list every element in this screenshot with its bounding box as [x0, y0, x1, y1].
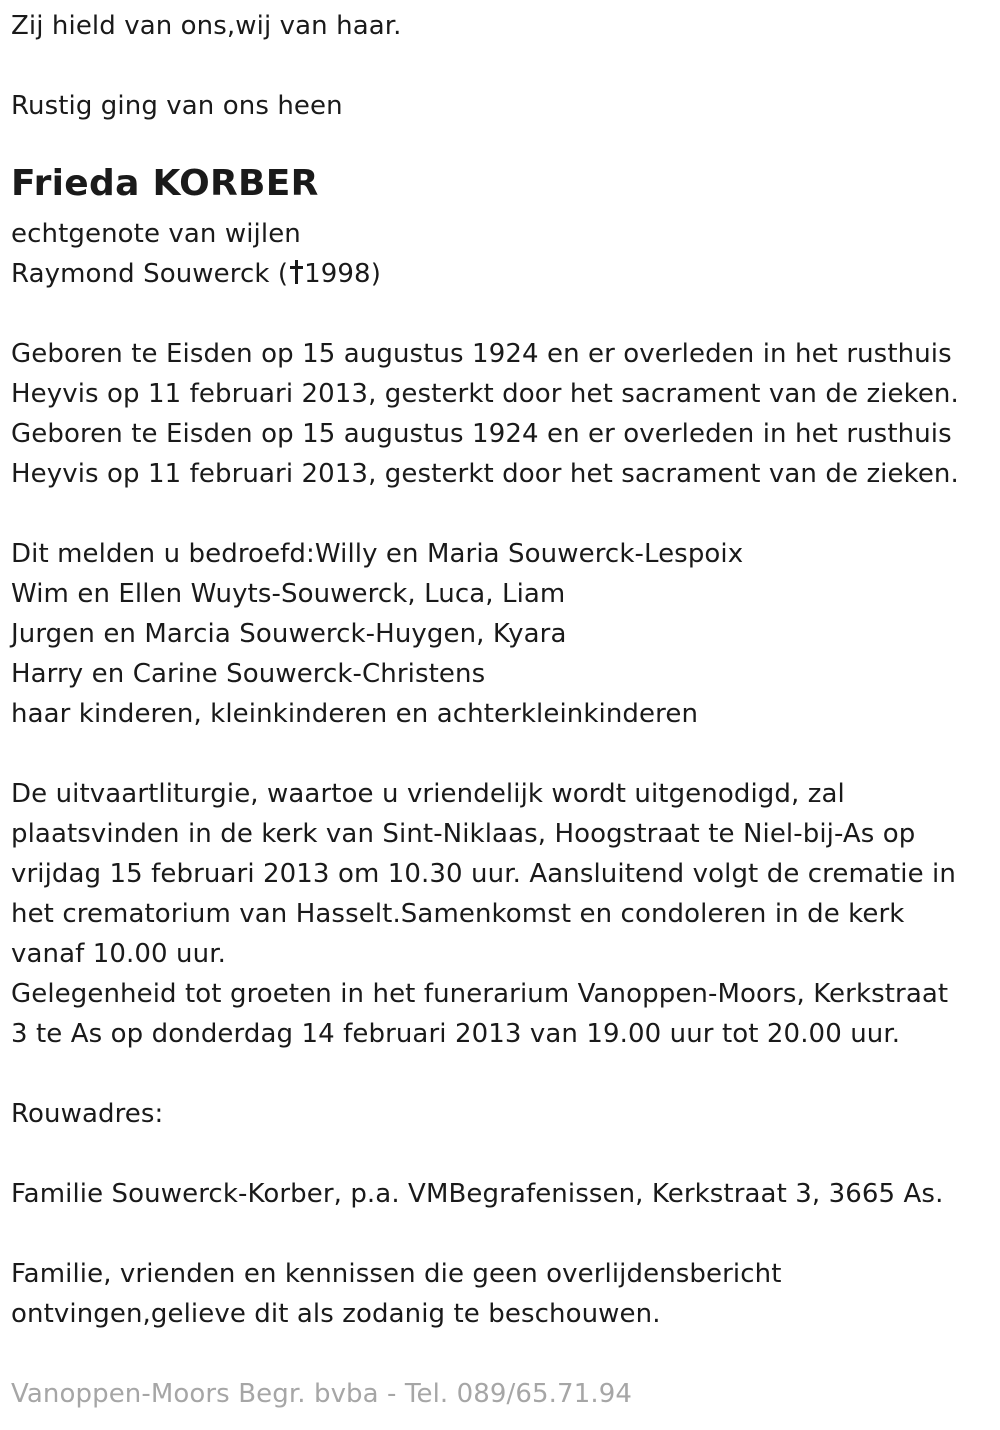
funeral-line: 3 te As op donderdag 14 februari 2013 van 19.00 uur tot 20.00 uur. — [11, 1019, 901, 1049]
birth-death-line: Heyvis op 11 februari 2013, gesterkt door het sacrament van de zieken. — [11, 459, 959, 489]
spouse-death-year: 1998) — [304, 259, 381, 289]
birth-death-line: Heyvis op 11 februari 2013, gesterkt door het sacrament van de zieken. — [11, 379, 959, 409]
family-line: Harry en Carine Souwerck-Christens — [11, 659, 486, 689]
spouse-line — [11, 254, 381, 294]
intro-quote: Zij hield van ons,wij van haar. — [11, 11, 402, 41]
funeral-line: vanaf 10.00 uur. — [11, 939, 226, 969]
notice-line: ontvingen,gelieve dit als zodanig te beschouwen. — [11, 1299, 661, 1329]
family-line: haar kinderen, kleinkinderen en achterkleinkinderen — [11, 699, 699, 729]
notice-line: Familie, vrienden en kennissen die geen overlijdensbericht — [11, 1259, 782, 1289]
relation-line: echtgenote van wijlen — [11, 219, 301, 249]
funeral-line: vrijdag 15 februari 2013 om 10.30 uur. Aansluitend volgt de crematie in — [11, 859, 956, 889]
funeral-line: Gelegenheid tot groeten in het funerarium Vanoppen-Moors, Kerkstraat — [11, 979, 949, 1009]
footer-credit: Vanoppen-Moors Begr. bvba - Tel. 089/65.71.94 — [11, 1379, 632, 1409]
mourning-address-label: Rouwadres: — [11, 1099, 164, 1129]
funeral-line: De uitvaartliturgie, waartoe u vriendelijk wordt uitgenodigd, zal — [11, 779, 845, 809]
cross-icon — [289, 259, 303, 285]
mourning-address: Familie Souwerck-Korber, p.a. VMBegrafenissen, Kerkstraat 3, 3665 As. — [11, 1179, 944, 1209]
funeral-line: plaatsvinden in de kerk van Sint-Niklaas, Hoogstraat te Niel-bij-As op — [11, 819, 916, 849]
family-line: Dit melden u bedroefd:Willy en Maria Souwerck-Lespoix — [11, 539, 744, 569]
birth-death-line: Geboren te Eisden op 15 augustus 1924 en er overleden in het rusthuis — [11, 419, 952, 449]
family-line: Jurgen en Marcia Souwerck-Huygen, Kyara — [11, 619, 567, 649]
passing-line: Rustig ging van ons heen — [11, 91, 343, 121]
spouse-name: Raymond Souwerck ( — [11, 259, 289, 289]
funeral-line: het crematorium van Hasselt.Samenkomst en condoleren in de kerk — [11, 899, 905, 929]
birth-death-line: Geboren te Eisden op 15 augustus 1924 en er overleden in het rusthuis — [11, 339, 952, 369]
family-line: Wim en Ellen Wuyts-Souwerck, Luca, Liam — [11, 579, 566, 609]
deceased-name: Frieda KORBER — [11, 163, 319, 204]
